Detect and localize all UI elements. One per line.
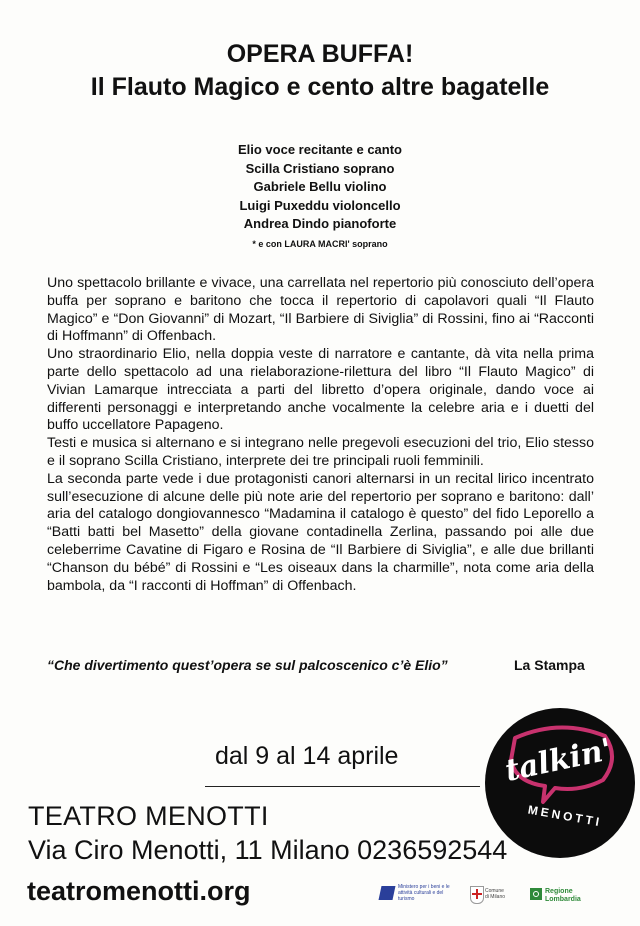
paragraph: Uno straordinario Elio, nella doppia veste di narratore e cantante, dà vita nella prima parte dello spettacolo ad una rielaborazione-rilettura del libro “Il Flauto Magico” di Vivian Lamarque intrecciata a parti del libretto d’opera originale, dando voce ai differenti personaggi e interpretando anche vocalmente la celebre aria e i duetti del buffo uccellatore Papageno. [47,346,594,434]
logo-word: talkin' [502,732,615,789]
description [47,275,594,595]
logo-sub: MENOTTI [526,802,604,830]
cast-item: Luigi Puxeddu violoncello [239,197,401,213]
divider [205,786,480,787]
sponsor-label: Comune di Milano [485,888,506,900]
coat-of-arms-icon [470,886,484,904]
cast-item: Elio voce recitante e canto [237,142,402,157]
venue-address: Via Ciro Menotti, 11 Milano 0236592544 [28,835,508,865]
cast-list [0,141,640,234]
sponsor-regione [528,884,588,908]
sponsor-ministero [380,884,450,908]
page-title [0,38,640,104]
website-link[interactable]: teatromenotti.org [27,876,251,906]
cast-item: Gabriele Bellu violino [253,179,387,194]
cast-note: * e con LAURA MACRI' soprano [252,239,388,249]
title-line-1: OPERA BUFFA! [226,40,414,68]
rose-icon [530,888,542,900]
paragraph: La seconda parte vede i due protagonisti canori alternarsi in un recital lirico incentrato sull’esecuzione di alcune delle più note arie del repertorio per soprano e baritono: dall’ aria del catalogo dongiovannesco “Madamina il catalogo è questo” del fido Leporello a “Batti batti bel Masetto” della giovane contadinella Zerlina, passando poi alle due celeberrime Cavatine di Figaro e Rosina de “Il Barbiere di Siviglia”, e alle due brillanti “Chanson du bébé” di Rossini e “Les oiseaux dans la charmille”, nota come aria della bambola, da “I racconti di Hoffman” di Offenbach. [47,470,594,594]
paragraph: Uno spettacolo brillante e vivace, una carrellata nel repertorio più conosciuto dell’opera buffa per soprano e baritono che tocca il repertorio di capolavori quali “Il Flauto Magico” e “Don Giovanni” di Mozart, “Il Barbiere di Siviglia” di Rossini, fino ai “Racconti di Hoffmann” di Offenbach. [47,275,594,345]
talkin-menotti-logo [485,708,635,858]
speech-bubble-icon [485,708,635,858]
quote-source: La Stampa [514,657,585,673]
event-dates: dal 9 al 14 aprile [215,742,399,770]
title-line-2: Il Flauto Magico e cento altre bagatelle [90,73,550,101]
venue-name: TEATRO MENOTTI [28,801,269,831]
sponsor-label: Regione Lombardia [545,888,581,903]
cast-item: Andrea Dindo pianoforte [243,216,397,231]
press-quote: “Che divertimento quest’opera se sul palcoscenico c’è Elio” [47,657,448,673]
sponsor-comune [468,884,508,908]
paragraph: Testi e musica si alternano e si integrano nelle pregevoli esecuzioni del trio, Elio stesso e il soprano Scilla Cristiano, interprete dei tre principali ruoli femminili. [47,435,594,469]
ministero-icon [379,886,396,900]
sponsor-label: Ministero per i beni e le attività culturali e del turismo [398,884,450,902]
cast-item: Scilla Cristiano soprano [245,160,395,176]
